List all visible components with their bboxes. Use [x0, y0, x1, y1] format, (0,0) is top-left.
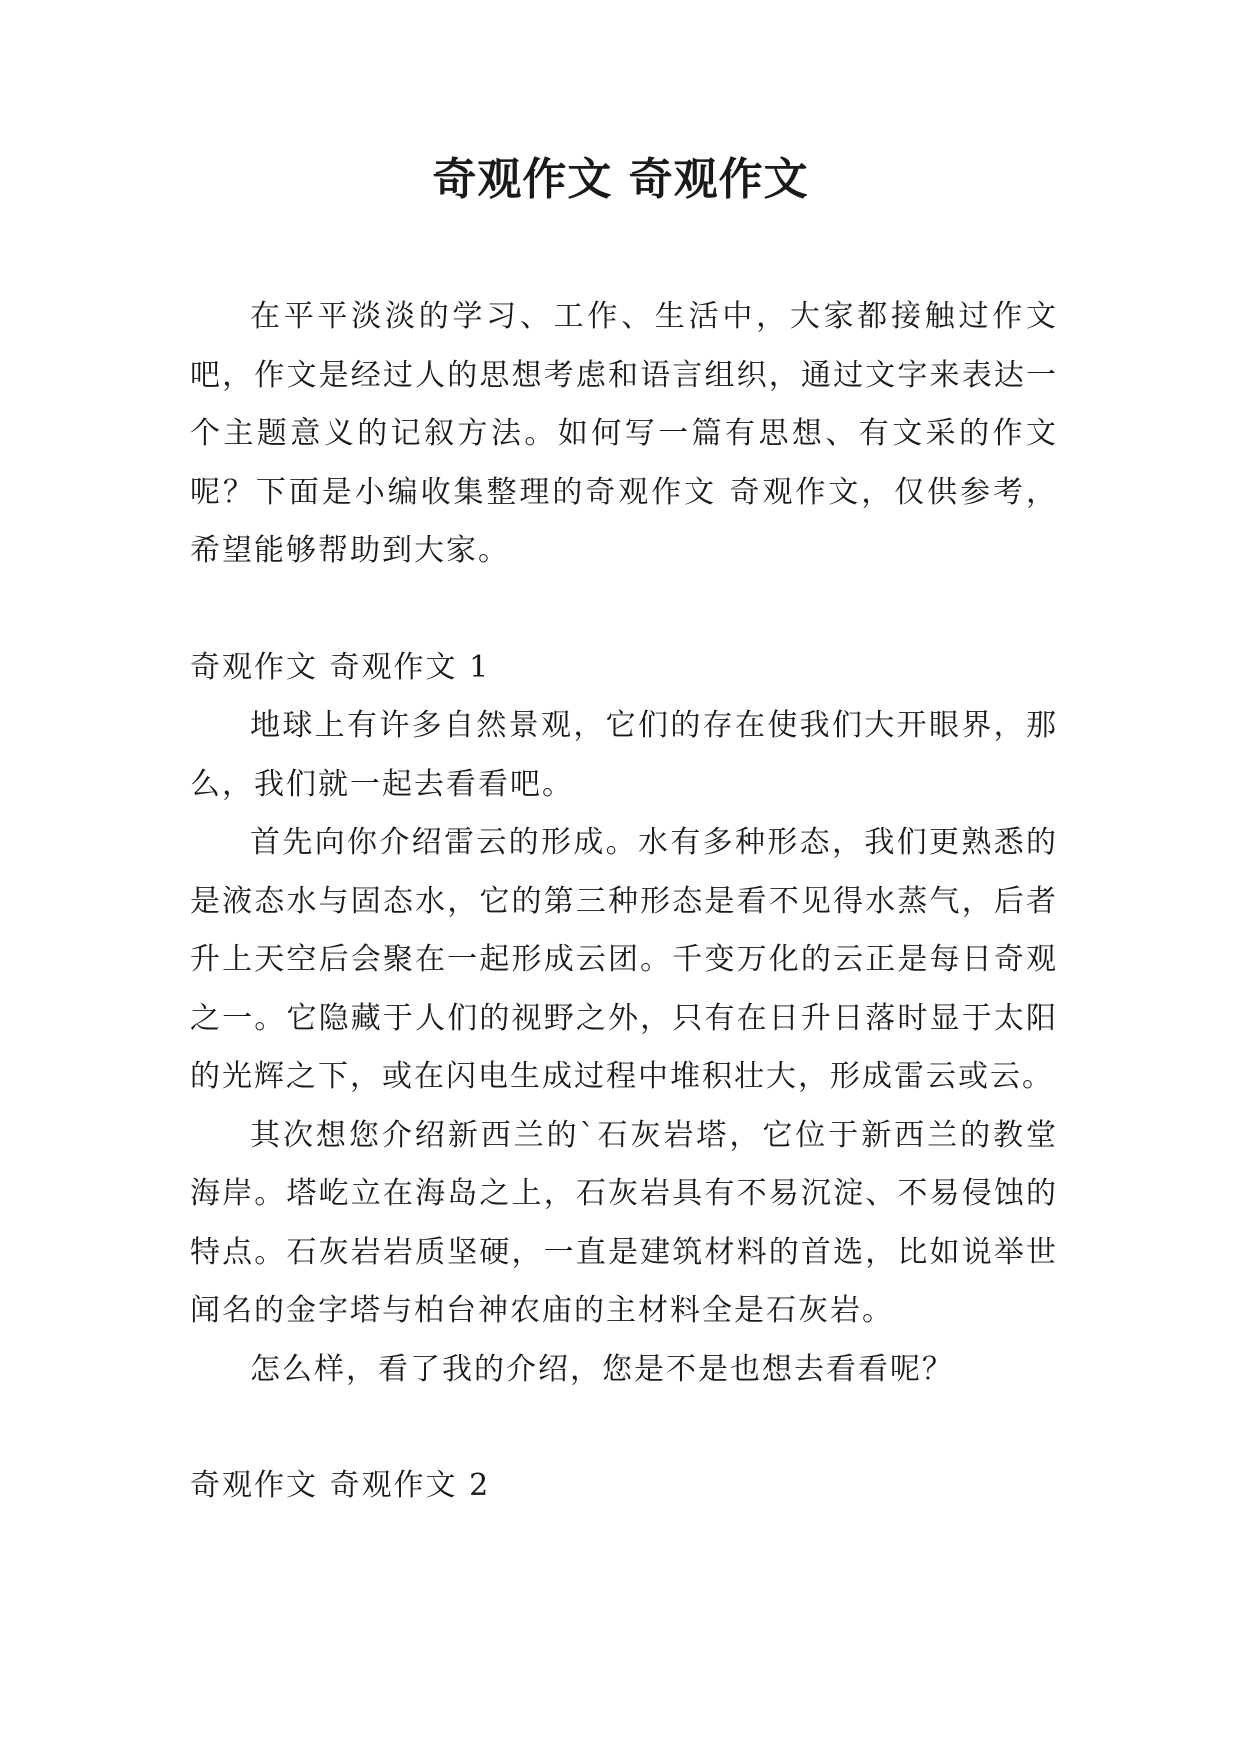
section-heading-1: 奇观作文 奇观作文 1: [190, 649, 491, 685]
intro-paragraph: 在平平淡淡的学习、工作、生活中，大家都接触过作文吧，作文是经过人的思想考虑和语言组织，通过文字来表达一个主题意义的记叙方法。如何写一篇有思想、有文采的作文呢？下面是小编收集整理的奇观作文 奇观作文，仅供参考，希望能够帮助到大家。: [190, 299, 1058, 568]
page-title: 奇观作文 奇观作文: [432, 154, 809, 205]
section-1-paragraph-3: 其次想您介绍新西兰的`石灰岩塔，它位于新西兰的教堂海岸。塔屹立在海岛之上，石灰岩具有不易沉淀、不易侵蚀的特点。石灰岩岩质坚硬，一直是建筑材料的首选，比如说举世闻名的金字塔与柏台神农庙的主材料全是石灰岩。: [190, 1117, 1058, 1328]
document-body: [190, 288, 1058, 1516]
section-heading-2: 奇观作文 奇观作文 2: [190, 1468, 491, 1503]
spacer: [190, 1399, 1058, 1457]
spacer: [190, 581, 1058, 639]
section-1-paragraph-2: 首先向你介绍雷云的形成。水有多种形态，我们更熟悉的是液态水与固态水，它的第三种形态是看不见得水蒸气，后者升上天空后会聚在一起形成云团。千变万化的云正是每日奇观之一。它隐藏于人们的视野之外，只有在日升日落时显于太阳的光辉之下，或在闪电生成过程中堆积壮大，形成雷云或云。: [190, 825, 1058, 1094]
section-1-paragraph-1: 地球上有许多自然景观，它们的存在使我们大开眼界，那么，我们就一起去看看吧。: [190, 708, 1058, 802]
section-1-paragraph-4: 怎么样，看了我的介绍，您是不是也想去看看呢？: [250, 1351, 954, 1387]
